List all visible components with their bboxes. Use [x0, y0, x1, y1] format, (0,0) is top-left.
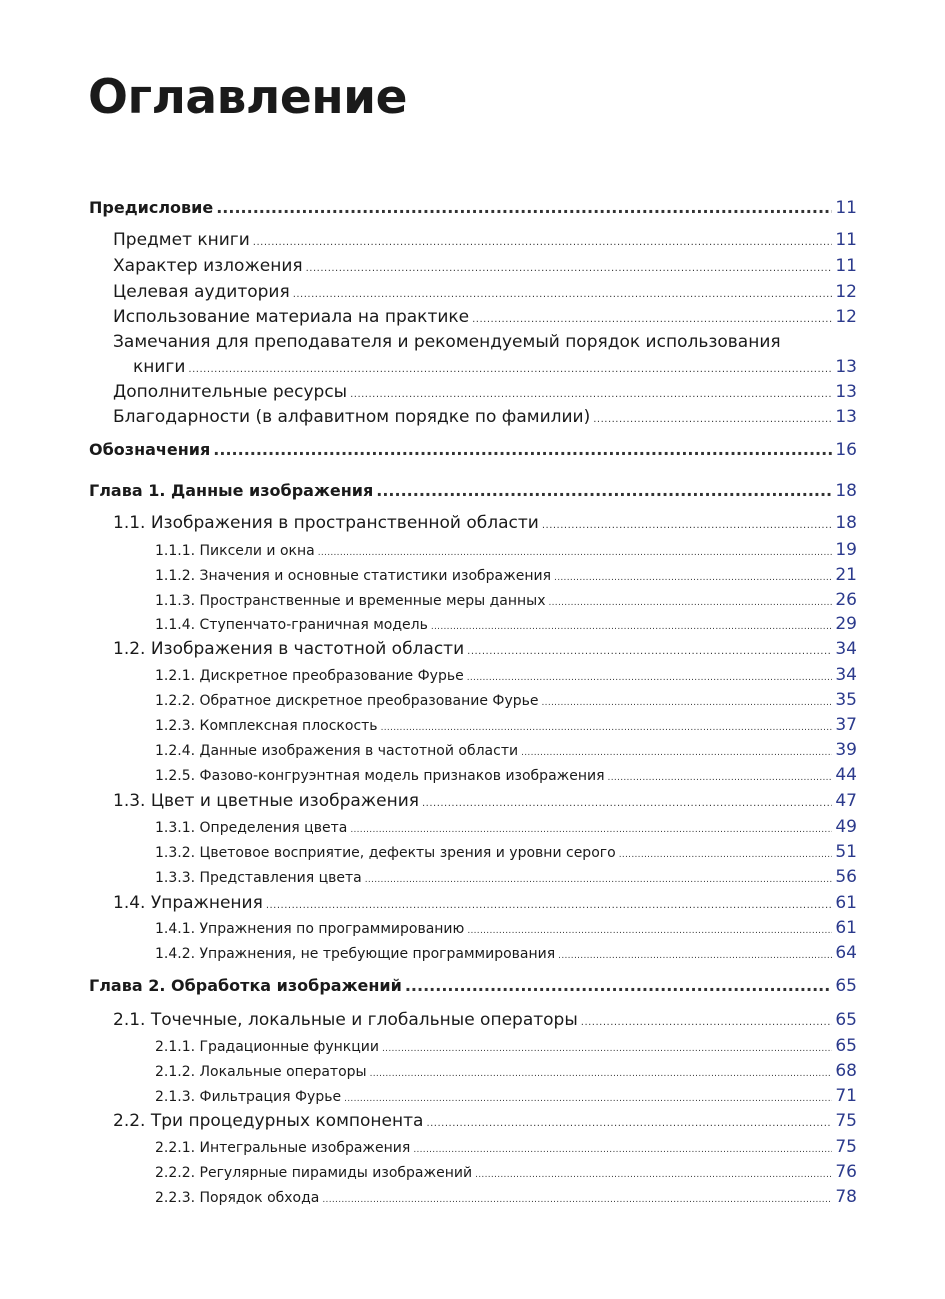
toc-entry-label: Обозначения	[89, 440, 211, 459]
leader-dots	[365, 875, 833, 885]
toc-page-number: 12	[835, 282, 857, 302]
leader-dots	[350, 389, 832, 400]
toc-page-number: 65	[835, 976, 857, 996]
leader-dots	[306, 263, 833, 274]
toc-page-number: 76	[835, 1162, 857, 1182]
leader-dots	[467, 673, 833, 683]
toc-entry-subsection[interactable]	[155, 842, 857, 862]
toc-entry[interactable]	[113, 407, 857, 427]
toc-page-number: 75	[835, 1111, 857, 1131]
toc-page-number: 68	[835, 1061, 857, 1081]
toc-entry[interactable]	[113, 282, 857, 302]
leader-dots	[344, 1094, 832, 1104]
toc-page-number: 44	[835, 765, 857, 785]
toc-entry-subsection[interactable]	[155, 943, 857, 963]
toc-entry-section[interactable]	[113, 1010, 857, 1030]
toc-page-number: 64	[835, 943, 857, 963]
toc-entry-label-wrapped[interactable]: Замечания для преподавателя и рекомендуемый порядок использования	[113, 332, 781, 352]
toc-page-number: 37	[835, 715, 857, 735]
toc-entry-section[interactable]	[113, 893, 857, 913]
toc-entry-subsection[interactable]	[155, 867, 857, 887]
toc-page-number: 71	[835, 1086, 857, 1106]
toc-page-number: 35	[835, 690, 857, 710]
leader-dots	[381, 723, 833, 733]
toc-page-number: 34	[835, 639, 857, 659]
toc-entry-label: Предисловие	[89, 198, 214, 217]
toc-entry-subsection[interactable]	[155, 540, 857, 560]
toc-page-number: 16	[835, 440, 857, 460]
leader-dots	[521, 748, 832, 758]
toc-entry-label: Предмет книги	[113, 230, 250, 250]
toc-entry-label: 1.2. Изображения в частотной области	[113, 639, 465, 659]
toc-page-number: 65	[835, 1036, 857, 1056]
toc-entry-label: 1.2.1. Дискретное преобразование Фурье	[155, 668, 464, 684]
leader-dots	[431, 622, 833, 632]
leader-dots	[322, 1195, 832, 1205]
toc-entry-label: 1.2.2. Обратное дискретное преобразование Фурье	[155, 693, 539, 709]
toc-entry-label: 2.1.3. Фильтрация Фурье	[155, 1089, 342, 1105]
leader-dots	[542, 520, 833, 531]
leader-dots	[548, 598, 832, 608]
toc-entry-label: 1.3.3. Представления цвета	[155, 870, 362, 886]
toc-entry-subsection[interactable]	[155, 1187, 857, 1207]
toc-entry-label: 1.2.5. Фазово-конгруэнтная модель признаков изображения	[155, 768, 605, 784]
toc-page-number: 11	[835, 256, 857, 276]
toc-entry-subsection[interactable]	[155, 590, 857, 610]
toc-page-number: 19	[835, 540, 857, 560]
leader-dots	[542, 698, 833, 708]
leader-dots	[370, 1069, 833, 1079]
leader-dots	[350, 825, 832, 835]
leader-dots	[467, 926, 832, 936]
toc-entry-label: 2.1.2. Локальные операторы	[155, 1064, 367, 1080]
toc-entry-section[interactable]	[113, 513, 857, 533]
toc-entry-label: 1.4.2. Упражнения, не требующие программирования	[155, 946, 556, 962]
toc-entry-label: 1.1.3. Пространственные и временные меры данных	[155, 593, 546, 609]
toc-entry-subsection[interactable]	[155, 690, 857, 710]
toc-entry-chapter[interactable]	[89, 481, 857, 501]
toc-entry-section[interactable]	[113, 639, 857, 659]
toc-page-number: 13	[835, 357, 857, 377]
toc-page-number: 51	[835, 842, 857, 862]
toc-entry-label: Глава 1. Данные изображения	[89, 481, 374, 500]
toc-entry-label: Дополнительные ресурсы	[113, 382, 348, 402]
leader-dots	[593, 414, 832, 425]
toc-page-number: 78	[835, 1187, 857, 1207]
toc-entry-preface[interactable]	[89, 198, 857, 218]
toc-page-number: 61	[835, 893, 857, 913]
toc-entry-label: книги	[133, 357, 186, 377]
toc-entry-label: 1.4. Упражнения	[113, 893, 263, 913]
leader-dots	[475, 1170, 832, 1180]
leader-dots	[422, 798, 832, 809]
toc-entry-section[interactable]	[113, 791, 857, 811]
toc-entry-label: 2.1.1. Градационные функции	[155, 1039, 379, 1055]
toc-page-number: 26	[835, 590, 857, 610]
toc-page-number: 56	[835, 867, 857, 887]
toc-entry-subsection[interactable]	[155, 1036, 857, 1056]
toc-entry-subsection[interactable]	[155, 665, 857, 685]
toc-page-number: 11	[835, 230, 857, 250]
toc-entry[interactable]	[113, 230, 857, 250]
toc-entry-subsection[interactable]	[155, 1162, 857, 1182]
toc-entry-subsection[interactable]	[155, 614, 857, 634]
toc-entry-label: 1.3.1. Определения цвета	[155, 820, 348, 836]
toc-entry-subsection[interactable]	[155, 565, 857, 585]
toc-entry-label: 2.2.3. Порядок обхода	[155, 1190, 320, 1206]
toc-page-number: 39	[835, 740, 857, 760]
toc-page-number: 61	[835, 918, 857, 938]
leader-dots	[558, 951, 832, 961]
toc-page-number: 34	[835, 665, 857, 685]
toc-entry-subsection[interactable]	[155, 1086, 857, 1106]
toc-entry-label: 2.2. Три процедурных компонента	[113, 1111, 424, 1131]
leader-dots	[405, 976, 833, 995]
toc-page-number: 49	[835, 817, 857, 837]
leader-dots	[554, 573, 832, 583]
toc-page-number: 75	[835, 1137, 857, 1157]
toc-entry-label: 1.3. Цвет и цветные изображения	[113, 791, 419, 811]
toc-entry-label: 1.1.1. Пиксели и окна	[155, 543, 315, 559]
toc-entry-label: 1.1.2. Значения и основные статистики изображения	[155, 568, 552, 584]
leader-dots	[253, 237, 833, 248]
toc-entry-subsection[interactable]	[155, 918, 857, 938]
toc-entry-label: 1.1. Изображения в пространственной области	[113, 513, 539, 533]
toc-entry[interactable]	[133, 357, 857, 377]
toc-entry-subsection[interactable]	[155, 765, 857, 785]
toc-entry-label: Характер изложения	[113, 256, 303, 276]
toc-entry-label: 2.2.2. Регулярные пирамиды изображений	[155, 1165, 473, 1181]
toc-page-number: 13	[835, 407, 857, 427]
toc-entry-label: 2.2.1. Интегральные изображения	[155, 1140, 411, 1156]
leader-dots	[608, 773, 833, 783]
toc-entry-subsection[interactable]	[155, 817, 857, 837]
toc-page-number: 13	[835, 382, 857, 402]
toc-page-number: 65	[835, 1010, 857, 1030]
page-title: Оглавление	[88, 70, 407, 125]
toc-page-number: 12	[835, 307, 857, 327]
toc-entry-subsection[interactable]	[155, 740, 857, 760]
toc-page-number: 21	[835, 565, 857, 585]
toc-entry-subsection[interactable]	[155, 715, 857, 735]
toc-entry-section[interactable]	[113, 1111, 857, 1131]
toc-entry-label: 2.1. Точечные, локальные и глобальные операторы	[113, 1010, 578, 1030]
toc-entry-label: 1.3.2. Цветовое восприятие, дефекты зрения и уровни серого	[155, 845, 616, 861]
leader-dots	[318, 548, 833, 558]
leader-dots	[581, 1017, 833, 1028]
toc-page-number: 18	[835, 513, 857, 533]
leader-dots	[266, 900, 833, 911]
leader-dots	[413, 1145, 832, 1155]
toc-page-number: 18	[835, 481, 857, 501]
leader-dots	[376, 481, 832, 500]
leader-dots	[213, 440, 832, 459]
toc-entry-label: 1.4.1. Упражнения по программированию	[155, 921, 465, 937]
toc-entry[interactable]	[113, 256, 857, 276]
leader-dots	[293, 289, 833, 300]
toc-entry-label: 1.1.4. Ступенчато-граничная модель	[155, 617, 428, 633]
leader-dots	[382, 1044, 832, 1054]
toc-entry-label: Использование материала на практике	[113, 307, 470, 327]
toc-entry-notation[interactable]	[89, 440, 857, 460]
leader-dots	[426, 1118, 832, 1129]
toc-entry-label: Целевая аудитория	[113, 282, 290, 302]
leader-dots	[467, 646, 832, 657]
toc-page-number: 29	[835, 614, 857, 634]
toc-entry[interactable]	[113, 382, 857, 402]
toc-entry-subsection[interactable]	[155, 1137, 857, 1157]
leader-dots	[188, 364, 832, 375]
toc-entry-chapter[interactable]	[89, 976, 857, 996]
leader-dots	[472, 314, 832, 325]
toc-page-number: 47	[835, 791, 857, 811]
leader-dots	[619, 850, 833, 860]
toc-entry-label: Благодарности (в алфавитном порядке по фамилии)	[113, 407, 591, 427]
toc-entry-label: 1.2.4. Данные изображения в частотной области	[155, 743, 519, 759]
toc-page-number: 11	[835, 198, 857, 218]
leader-dots	[216, 198, 832, 217]
toc-entry-label: 1.2.3. Комплексная плоскость	[155, 718, 378, 734]
toc-entry[interactable]	[113, 307, 857, 327]
toc-entry-subsection[interactable]	[155, 1061, 857, 1081]
toc-entry-label: Глава 2. Обработка изображений	[89, 976, 402, 995]
